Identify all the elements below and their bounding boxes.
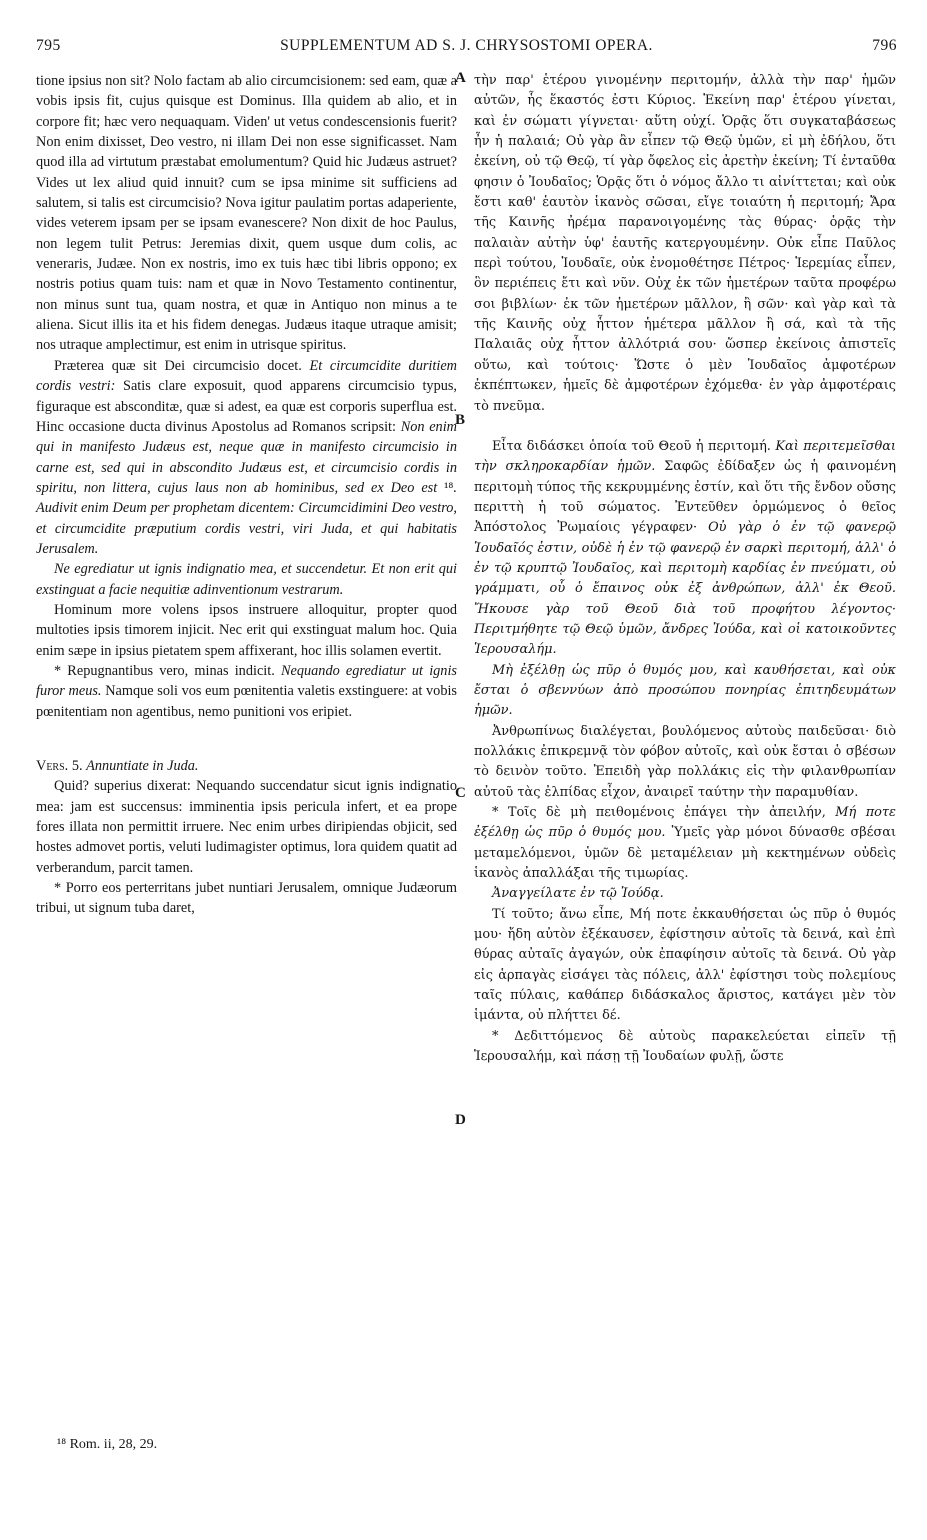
latin-paragraph-8: * Porro eos perterritans jubet nuntiari Jerusalem, omnique Judæorum tribui, ut signum tuba daret,: [36, 880, 457, 917]
section-marker-c: C: [455, 785, 466, 801]
verse-number: Vers. 5.: [36, 758, 83, 774]
greek-paragraph-8: * Δεδιττόμενος δὲ αὐτοὺς παρακελεύεται εἰπεῖν τῇ Ἱερουσαλήμ, καὶ πάσῃ τῇ Ἰουδαίων φυλῇ, ὥστε: [474, 1028, 896, 1065]
greek-paragraph-2: [474, 437, 896, 661]
footnote: ¹⁸ Rom. ii, 28, 29.: [57, 1437, 158, 1452]
greek-paragraph-1: τὴν παρ' ἑτέρου γινομένην περιτομήν, ἀλλὰ τὴν παρ' ἡμῶν αὐτῶν, ἧς ἕκαστός ἐστι Κύριος. Ἐκείνη παρ' ἑτέρου γίνεται, καὶ ἐν σώματι γίγνεται· αὕτη οὐχί. Ὁρᾷς ὅτι συγκαταβάσεως ἦν ἡ παλαιά; Οὐ γὰρ ἂν εἶπεν τῷ Θεῷ ὑμῶν, εἰ μὴ ἐδήλου, ὅτι ἐκείνη, οὐ τῷ Θεῷ, τί γὰρ ὄφελος εἰς ἀρετὴν ἐκείνη; Τί ἐνταῦθα φησιν ὁ Ἰουδαῖος; Ὁρᾷς ὅτι ὁ νόμος ἄλλο τι αἰνίττεται; καὶ οὐκ ἔστι καθ' ἑαυτὸν ἱκανὸς σῶσαι, εἴγε τοιαύτη ἡ περιτομή; Ἄρα τῆς Καινῆς ἠρέμα παρανοιγομένης τὰς θύρας· ὁρᾷς τὴν παλαιὰν αὐτὴν ὑφ' ἑαυτῆς κατεργουμένην. Οὐκ εἶπε Παῦλος περὶ τούτου, Ἰουδαῖε, οὐκ ἐνομοθέτησε Πέτρος· Ἱερεμίας εἶπεν, ὃν περιέπεις ἔτι καὶ νῦν. Οὐχ ἐκ τῶν ἡμετέρων ταῦτα προφέρω σοι βιβλίων· ἐκ τῶν ἡμετέρων μᾶλλον, ἢ σῶν· καὶ γὰρ καὶ τὰ τῆς Καινῆς οὐχ ἧττον ἡμέτερα μᾶλλον ἢ σά, καὶ τὰ τῆς Παλαιᾶς οὐχ ἧττον ἀλλότριά σου· ὥσπερ ἐκείνοις ἀπιστεῖς οὕτω, καὶ τούτοις· Ὥστε ὁ μὲν Ἰουδαῖος ἀμφοτέρων ἐκπέπτωκεν, ἡμεῖς δὲ ἀμφοτέρων ἐχόμεθα· ἐν γὰρ ἀμφοτέραις τὸ πνεῦμα.: [474, 73, 896, 414]
latin-lemma-verse: Ne egrediatur ut ignis indignatio mea, et succendetur. Et non erit qui exstinguat a facie nequitiæ adinventionum vestrarum.: [36, 561, 457, 598]
greek-paragraph-5: [474, 803, 896, 884]
running-header: [36, 37, 897, 59]
greek-scripture-quote: Οὐ γὰρ ὁ ἐν τῷ φανερῷ Ἰουδαῖός ἐστιν, οὐδὲ ἡ ἐν τῷ φανερῷ ἐν σαρκὶ περιτομή, ἀλλ' ὁ ἐν τῷ κρυπτῷ Ἰουδαῖος, καὶ περιτομὴ καρδίας ἐν πνεύματι, οὐ γράμματι, οὗ ὁ ἔπαινος οὐκ ἐξ ἀνθρώπων, ἀλλ' ἐκ Θεοῦ. Ἤκουσε γὰρ τοῦ Θεοῦ διὰ τοῦ προφήτου λέγοντος· Περιτμήθητε τῷ Θεῷ ὑμῶν, ἄνδρες Ἰούδα, καὶ οἱ κατοικοῦντες Ἱερουσαλήμ.: [474, 520, 896, 658]
greek-scripture-quote: Καὶ περιτεμεῖσθαι τὴν σκληροκαρδίαν ἡμῶν.: [474, 438, 896, 475]
latin-column: [36, 71, 457, 919]
greek-scripture-quote: Μή ποτε ἐξέλθῃ ὡς πῦρ ὁ θυμός μου.: [474, 805, 896, 841]
section-marker-a: A: [455, 70, 466, 86]
page-number-right: 796: [872, 37, 897, 54]
greek-text: * Τοῖς δὲ μὴ πειθομένοις ἐπάγει τὴν ἀπειλήν,: [492, 805, 826, 821]
latin-verse-heading: [36, 756, 457, 776]
latin-text: * Repugnantibus vero, minas indicit.: [54, 662, 275, 679]
latin-scripture-quote: Non enim qui in manifesto Judæus est, neque quæ in manifesto circumcisio in carne est, sed qui in abscondito Judæus est, et circumcisio cordis in spiritu, non littera, cujus laus non ab hominibus, sed ex Deo est: [36, 418, 457, 496]
latin-paragraph-5: [36, 661, 457, 722]
latin-paragraph-2: [36, 356, 457, 559]
greek-text: Ὑμεῖς γὰρ μόνοι δύνασθε σβέσαι μεταμελόμενοι, ὑμῶν δὲ μεταμέλειαν μὴ κεκτημένων οὐδεὶς ἱκανὸς ἀπαλλάξαι τῆς τιμωρίας.: [474, 825, 896, 882]
running-title: SUPPLEMENTUM AD S. J. CHRYSOSTOMI OPERA.: [280, 37, 653, 54]
greek-text: Εἶτα διδάσκει ὁποία τοῦ Θεοῦ ἡ περιτομή.: [492, 438, 771, 454]
latin-paragraph-4: Hominum more volens ipsos instruere alloquitur, propter quod multoties ipsis timorem injicit. Nec erit qui exstinguat malum hoc. Quia enim sæpe in ipsius pietatem spem affixerant, hoc illis solamen evertit.: [36, 601, 457, 659]
latin-scripture-quote: Et circumcidite duritiem cordis vestri:: [36, 357, 457, 395]
section-marker-d: D: [455, 1112, 466, 1128]
latin-scripture-quote: Nequando egrediatur ut ignis furor meus.: [36, 662, 457, 700]
greek-paragraph-7: Τί τοῦτο; ἄνω εἶπε, Μή ποτε ἐκκαυθήσεται ὡς πῦρ ὁ θυμός μου· ἤδη αὐτὸν ἐξέκαυσεν, ἐφίστησιν αὐτοῖς τὰ δεινά, καὶ ἐπὶ θύρας αὐταῖς ἀγαγών, οὐκ ἐπαφίησιν αὐτοῖς τὰ δεινά. Οὐ γὰρ εἰς ἁρπαγὰς εἰσάγει τὰς πόλεις, ἀλλ' ἐφίστησι τοὺς πολεμίους ταῖς πύλαις, καθάπερ διδάσκαλος ἄριστος, κατάγει μὲν τὸν ἱμάντα, οὐ πλήττει δέ.: [474, 906, 896, 1024]
page-number-left: 795: [36, 37, 61, 54]
footnote-reference: ¹⁸: [444, 479, 454, 496]
latin-scripture-quote: . Audivit enim Deum per prophetam dicentem: Circumcidimini Deo vestro, et circumcidite præputium cordis vestri, viri Juda, et qui habitatis Jerusalem.: [36, 479, 457, 557]
greek-text: Σαφῶς ἐδίδαξεν ὡς ἡ φαινομένη περιτομὴ τύπος τῆς κεκρυμμένης ἐστίν, καὶ ὅτι τῆς ἔνδον οὔσης περιττὴ ἡ τοῦ σώματος. Ἐντεῦθεν ὁρμώμενος ὁ θεῖος Ἀπόστολος Ῥωμαίοις γέγραφεν·: [474, 459, 896, 536]
section-marker-b: B: [455, 412, 466, 428]
latin-paragraph-1: tione ipsius non sit? Nolo factam ab alio circumcisionem: sed eam, quæ a vobis ipsis fit, cujus quisque est Dominus. Illa quidem ab alio, et in corpore fit; hæc vero nequaquam. Viden' ut vetus condescensionis fuerit? Non enim dixisset, Deo vestro, ni illam Dei non esse significasset. Nam quod illa ad virtutum præstabat emolumentum? Quid hic Judæus astruet? Vides ut lex aliud quid innuit? cum se ipsa minime sit sufficiens ad salutem, si talis est circumcisio? Nova igitur paulatim portas adaperiente, vides veterem ipsam per se ipsam evanescere? Non dixit de hoc Paulus, non legem tulit Petrus: Jeremias dixit, quem usque dum colis, ac veneraris, Judæe. Non ex nostris, imo ex tuis hæc tibi libris oppono; ex nostris potius quam tuis: nam et quæ in Novo Testamento continentur, non minus sunt tua, quam nostra, et quæ in Antiquo non minus a te aliena. Sicut illis ita et his fidem denegas. Judæus itaque utraque amisit; nos utraque amplectimur, est enim in utrisque spiritus.: [36, 73, 457, 354]
greek-paragraph-4: Ἀνθρωπίνως διαλέγεται, βουλόμενος αὐτοὺς παιδεῦσαι· διὸ πολλάκις ἐπικρεμνᾷ τὸν φόβον αὐτοῖς, καὶ οὐκ ἔσται ὁ σβέσων τὸ δεινὸν τοῦτο. Ἐπειδὴ γὰρ πολλάκις εἰς τὴν φιλανθρωπίαν αὐτοῦ τὰς ἐλπίδας εἶχον, ἀναιρεῖ ταύτην τὴν παραμυθίαν.: [474, 723, 896, 800]
latin-text: Præterea quæ sit Dei circumcisio docet.: [54, 357, 302, 374]
greek-lemma-verse: Μὴ ἐξέλθῃ ὡς πῦρ ὁ θυμός μου, καὶ καυθήσεται, καὶ οὐκ ἔσται ὁ σβεννύων ἀπὸ προσώπου πονηρίας ἐπιτηδευμάτων ἡμῶν.: [474, 662, 896, 719]
verse-lemma: Annuntiate in Juda.: [86, 758, 199, 774]
latin-text: Satis clare exposuit, quod apparens circumcisio typus, figuraque est absconditæ, quæ si adest, ea quæ est corporis superflua est. Hinc occasione ducta divinus Apostolus ad Romanos scripsit:: [36, 378, 457, 435]
greek-column: [474, 71, 896, 1068]
greek-verse-lemma: Ἀναγγείλατε ἐν τῷ Ἰούδᾳ.: [492, 886, 664, 902]
latin-paragraph-7: Quid? superius dixerat: Nequando succendatur sicut ignis indignatio mea: jam est succensus: imminentia ipsis pericula infert, et ea prope fores illata non permittit irruere. Nec enim urbes diripiendas objicit, sed hostes admovet portis, veluti ludimagister optimus, lora quidem quatit ad verberandum, parcit tamen.: [36, 778, 457, 876]
latin-text: Namque soli vos eum pœnitentia valetis exstinguere: at vobis pœnitentiam non agentibus, nemo punitioni vos eripiet.: [36, 683, 457, 720]
